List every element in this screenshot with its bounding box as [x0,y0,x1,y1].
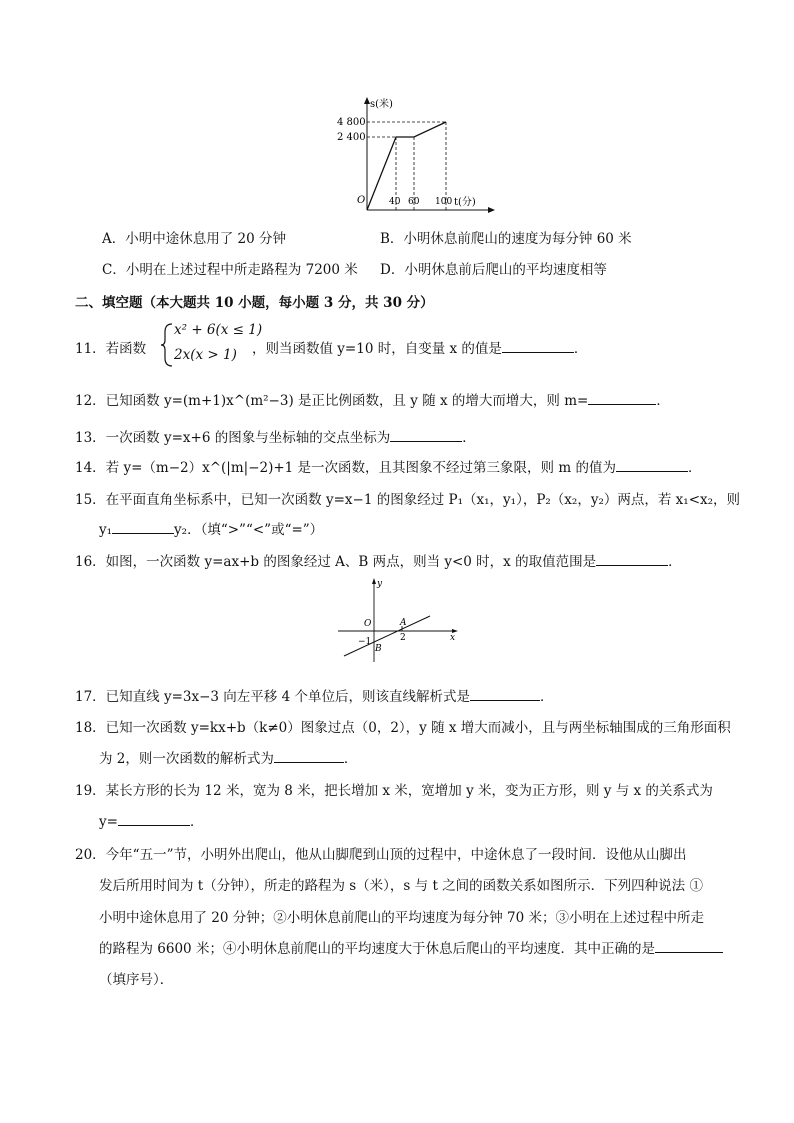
y-tick-2400: 2 400 [337,132,366,143]
period: ． [687,460,702,476]
answer-blank[interactable] [588,390,656,405]
y-axis-label: y [377,579,383,589]
q12-text: 12．已知函数 y=(m+1)x^(m²−3) 是正比例函数，且 y 随 x 的增大而增大，则 m= [75,393,589,409]
q20-line1: 20．今年“五一”节，小明外出爬山，他从山脚爬到山顶的过程中，中途休息了一段时间．设他从山脚出 [75,847,687,863]
q20-line4: 的路程为 6600 米；④小明休息前爬山的平均速度大于休息后爬山的平均速度．其中正确的是 [99,941,655,957]
q13-text: 13．一次函数 y=x+6 的图象与坐标轴的交点坐标为 [75,430,391,446]
q15-y1: y₁ [99,522,113,538]
answer-blank[interactable] [616,457,688,472]
piecewise-brace [160,322,174,368]
q18-line1: 18．已知一次函数 y=kx+b（k≠0）图象过点（0，2），y 随 x 增大而减小，且与两坐标轴围成的三角形面积 [75,720,731,736]
period: ． [573,341,588,357]
q20-line3: 小明中途休息用了 20 分钟；②小明休息前爬山的平均速度为每分钟 70 米；③小明在上述过程中所走 [99,910,705,926]
q11-prefix: 11．若函数 [75,341,147,357]
period: ． [343,751,358,767]
q15-line1: 15．在平面直角坐标系中，已知一次函数 y=x−1 的图象经过 P₁（x₁，y₁），P₂（x₂，y₂）两点，若 x₁<x₂，则 [75,492,741,508]
q11-text: ，则当函数值 y=10 时，自变量 x 的值是 [252,341,502,357]
x-axis-label: t(分) [454,197,476,208]
origin-label: O [364,619,372,629]
q20-line5: （填序号）． [99,972,174,988]
answer-blank[interactable] [274,748,344,763]
q19-line2: y= [99,814,118,830]
q15-y2: y₂．（填“>”“<”或“=”） [174,522,324,538]
option-d: D．小明休息前后爬山的平均速度相等 [380,262,607,278]
q11-case2: 2x(x > 1) [174,347,237,363]
point-b-label: B [375,644,382,654]
point-a-label: A [400,618,407,628]
q17-text: 17．已知直线 y=3x−3 向左平移 4 个单位后，则该直线解析式是 [75,689,470,705]
period: ． [656,393,670,409]
q18-line2: 为 2，则一次函数的解析式为 [99,751,274,767]
answer-blank[interactable] [390,427,462,442]
period: ． [668,554,682,570]
x-tick-2: 2 [400,633,406,643]
period: ． [539,689,554,705]
answer-blank[interactable] [118,811,190,826]
x-axis-label: x [450,633,456,643]
q16-text: 16．如图，一次函数 y=ax+b 的图象经过 A、B 两点，则当 y<0 时，x 的取值范围是 [75,554,597,570]
option-c: C．小明在上述过程中所走路程为 7200 米 [102,262,358,278]
option-a: A．小明中途休息用了 20 分钟 [102,231,287,247]
section-title: 二、填空题（本大题共 10 小题，每小题 3 分，共 30 分） [75,295,434,311]
answer-blank[interactable] [502,338,574,353]
x-tick-40: 40 [389,197,401,207]
linear-function-graph [336,576,462,666]
y-tick-4800: 4 800 [337,117,366,128]
q11-case1: x² + 6(x ≤ 1) [174,322,263,338]
option-b: B．小明休息前爬山的速度为每分钟 60 米 [380,231,632,247]
answer-blank[interactable] [470,686,540,701]
origin-label: O [357,195,366,206]
x-tick-60: 60 [408,197,420,207]
distance-time-graph [330,92,500,222]
q20-line2: 发后所用时间为 t（分钟），所走的路程为 s（米），s 与 t 之间的函数关系如图所示．下列四种说法 ① [99,878,703,894]
q19-line1: 19．某长方形的长为 12 米，宽为 8 米，把长增加 x 米，宽增加 y 米，变为正方形，则 y 与 x 的关系式为 [75,783,713,799]
y-tick-neg1: −1 [358,637,372,647]
y-axis-label: s(米) [370,99,393,110]
answer-blank[interactable] [655,938,723,953]
period: ． [189,814,204,830]
q14-text: 14．若 y=（m−2）x^(|m|−2)+1 是一次函数，且其图象不经过第三象限，则 m 的值为 [75,460,616,476]
answer-blank[interactable] [112,519,174,534]
period: ． [462,430,476,446]
x-tick-100: 100 [435,197,453,207]
answer-blank[interactable] [596,551,668,566]
